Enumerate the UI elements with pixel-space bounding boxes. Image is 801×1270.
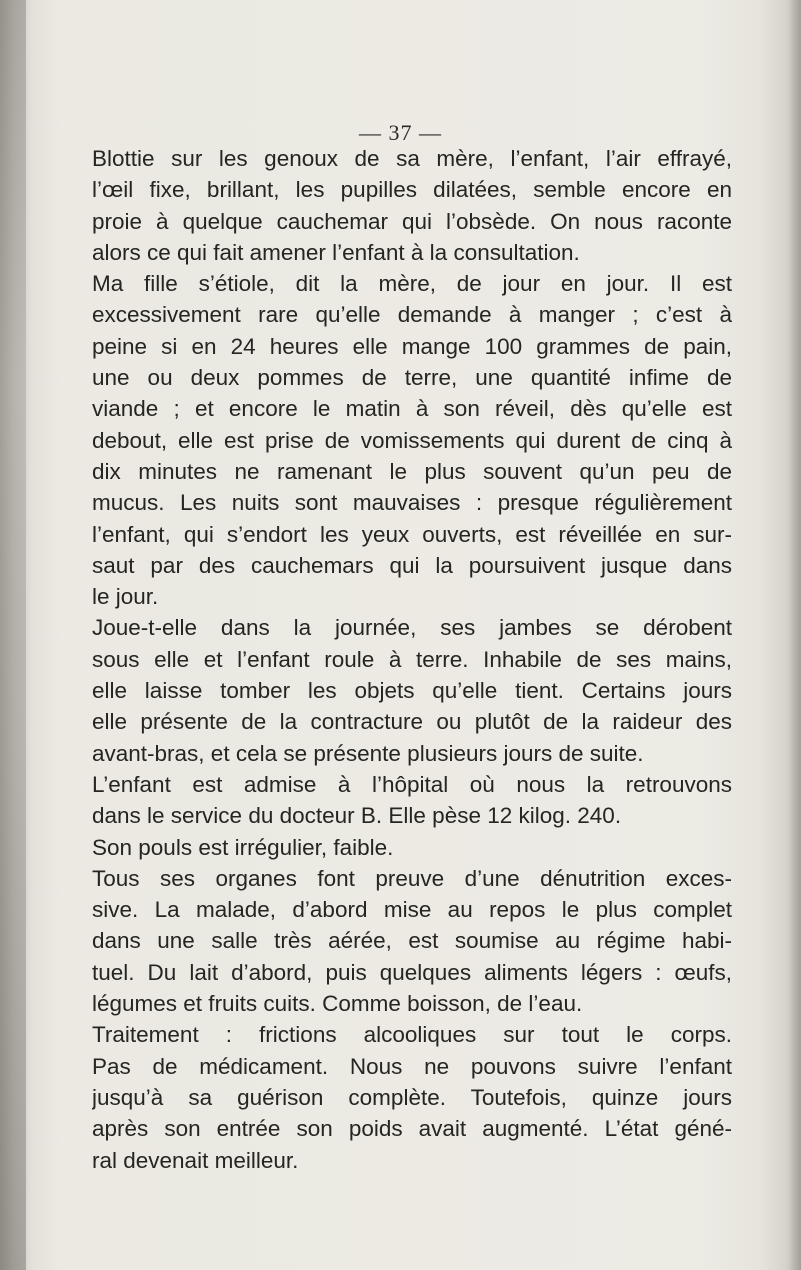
text-line: Blottie sur les genoux de sa mère, l’enfant, l’air effrayé, (92, 146, 732, 171)
text-line: avant-bras, et cela se présente plusieurs jours de suite. (92, 740, 644, 766)
text-line: dans une salle très aérée, est soumise au régime habi- (92, 928, 732, 954)
text-line: Ma fille s’étiole, dit la mère, de jour en jour. Il est (92, 271, 732, 297)
text-line: l’enfant, qui s’endort les yeux ouverts, est réveillée en sur- (92, 521, 732, 547)
text-line: L’enfant est admise à l’hôpital où nous la retrouvons (92, 771, 732, 797)
text-line: l’œil fixe, brillant, les pupilles dilatées, semble encore en (92, 177, 732, 203)
text-line: debout, elle est prise de vomissements qui durent de cinq à (92, 427, 732, 453)
text-line: elle présente de la contracture ou plutôt de la raideur des (92, 709, 732, 735)
text-line: mucus. Les nuits sont mauvaises : presque régulièrement (92, 490, 732, 516)
text-line: alors ce qui fait amener l’enfant à la consultation. (92, 239, 580, 265)
text-line: Son pouls est irrégulier, faible. (92, 834, 394, 860)
text-line: sous elle et l’enfant roule à terre. Inhabile de ses mains, (92, 646, 732, 672)
text-line: tuel. Du lait d’abord, puis quelques aliments légers : œufs, (92, 959, 732, 985)
text-line: Pas de médicament. Nous ne pouvons suivre l’enfant (92, 1053, 732, 1079)
text-line: excessivement rare qu’elle demande à manger ; c’est à (92, 302, 732, 328)
text-line: après son entrée son poids avait augmenté. L’état géné- (92, 1116, 732, 1142)
text-line: saut par des cauchemars qui la poursuivent jusque dans (92, 552, 732, 578)
text-line: dix minutes ne ramenant le plus souvent qu’un peu de (92, 458, 732, 484)
text-line: elle laisse tomber les objets qu’elle tient. Certains jours (92, 678, 732, 704)
text-line: viande ; et encore le matin à son réveil, dès qu’elle est (92, 396, 732, 422)
text-line: le jour. (92, 584, 159, 610)
text-line: sive. La malade, d’abord mise au repos le plus complet (92, 897, 732, 923)
text-line: Joue-t-elle dans la journée, ses jambes se dérobent (92, 615, 732, 641)
text-line: peine si en 24 heures elle mange 100 grammes de pain, (92, 333, 732, 359)
text-line: légumes et fruits cuits. Comme boisson, de l’eau. (92, 991, 583, 1017)
body-text (92, 143, 732, 1176)
page-spine-shadow (0, 0, 26, 1270)
text-line: proie à quelque cauchemar qui l’obsède. On nous raconte (92, 208, 732, 234)
text-line: jusqu’à sa guérison complète. Toutefois, quinze jours (92, 1084, 732, 1110)
page-number: — 37 — (359, 120, 442, 145)
text-line: Tous ses organes font preuve d’une dénutrition exces- (92, 865, 732, 891)
text-line: dans le service du docteur B. Elle pèse 12 kilog. 240. (92, 803, 622, 829)
text-line: ral devenait meilleur. (92, 1147, 299, 1173)
text-line: Traitement : frictions alcooliques sur tout le corps. (92, 1022, 732, 1048)
text-line: une ou deux pommes de terre, une quantité infime de (92, 365, 732, 391)
page-edge-shadow (789, 0, 801, 1270)
